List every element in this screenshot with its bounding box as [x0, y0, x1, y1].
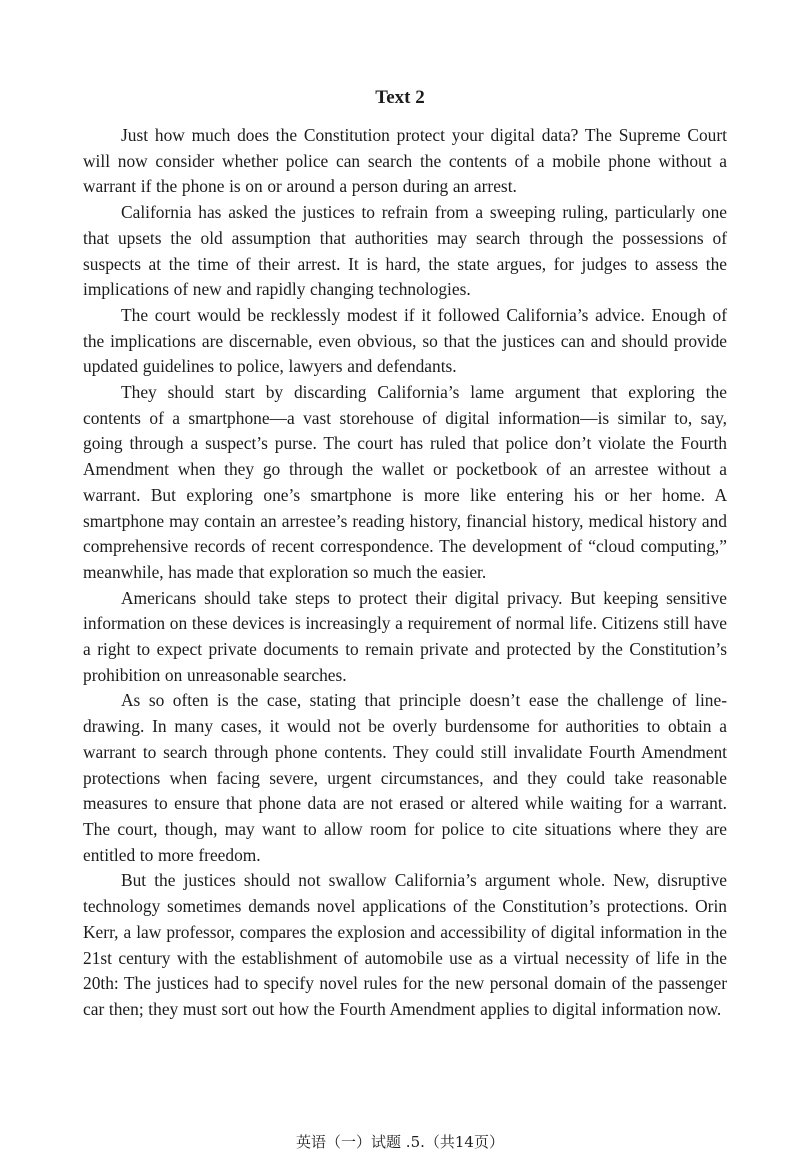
- paragraph-1: Just how much does the Constitution protect your digital data? The Supreme Court will now consider whether police can search the contents of a mobile phone without a warrant if the phone is on or around a person during an arrest.: [83, 125, 727, 197]
- paragraph-5: Americans should take steps to protect their digital privacy. But keeping sensitive information on these devices is increasingly a requirement of normal life. Citizens still have a right to expect private documents to remain private and protected by the Constitution’s prohibition on unreasonable searches.: [83, 587, 727, 685]
- passage-title: Text 2: [375, 87, 425, 108]
- paragraph-3: The court would be recklessly modest if it followed California’s advice. Enough of the implications are discernable, even obvious, so that the justices can and should provide updated guidelines to police, lawyers and defendants.: [83, 304, 727, 377]
- paragraph-7: But the justices should not swallow California’s argument whole. New, disruptive technology sometimes demands novel applications of the Constitution’s protections. Orin Kerr, a law professor, compares the explosion and accessibility of digital information in the 21st century with the establishment of automobile use as a virtual necessity of life in the 20th: The justices had to specify novel rules for the new personal domain of the passenger car then; they must sort out how the Fourth Amendment applies to digital information now.: [83, 870, 727, 1019]
- passage-body: [83, 123, 727, 1023]
- paragraph-6: As so often is the case, stating that principle doesn’t ease the challenge of line-drawing. In many cases, it would not be overly burdensome for authorities to obtain a warrant to search through phone contents. They could still invalidate Fourth Amendment protections when facing severe, urgent circumstances, and they could take reasonable measures to ensure that phone data are not erased or altered while waiting for a warrant. The court, though, may want to allow room for police to cite situations where they are entitled to more freedom.: [83, 690, 727, 865]
- page-footer: 英语（一）试题 .5.（共14页）: [296, 1133, 504, 1151]
- paragraph-4: They should start by discarding California’s lame argument that exploring the contents of a smartphone—a vast storehouse of digital information—is similar to, say, going through a suspect’s purse. The court has ruled that police don’t violate the Fourth Amendment when they go through the wallet or pocketbook of an arrestee without a warrant. But exploring one’s smartphone is more like entering his or her home. A smartphone may contain an arrestee’s reading history, financial history, medical history and comprehensive records of recent correspondence. The development of “cloud computing,” meanwhile, has made that exploration so much the easier.: [83, 382, 727, 582]
- paragraph-2: California has asked the justices to refrain from a sweeping ruling, particularly one that upsets the old assumption that authorities may search through the possessions of suspects at the time of their arrest. It is hard, the state argues, for judges to assess the implications of new and rapidly changing technologies.: [83, 202, 727, 300]
